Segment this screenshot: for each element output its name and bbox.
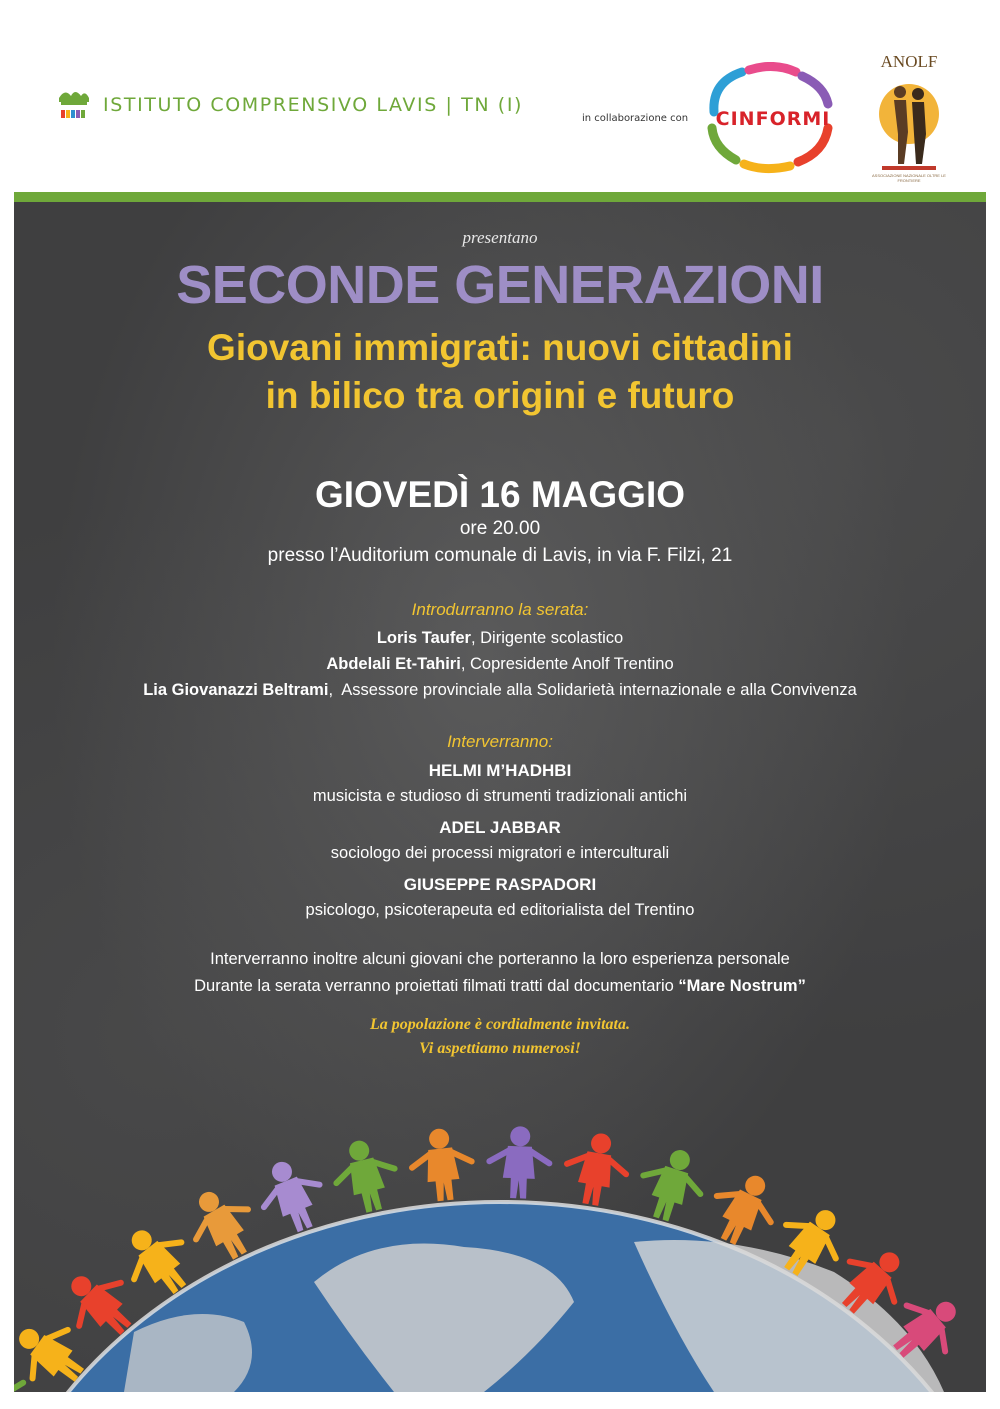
speaker-role: psicologo, psicoterapeuta ed editorialista del Trentino [305,901,695,919]
school-logo-icon [55,84,93,126]
introducer-2 [14,655,986,674]
anolf-logo [868,52,950,182]
extra-info-2-text: Durante la serata verranno proiettati filmati tratti dal documentario [194,977,679,995]
subtitle-line-2: in bilico tra origini e futuro [265,375,735,416]
event-time: ore 20.00 [459,518,541,539]
cinformi-logo [694,62,852,174]
header [0,0,1000,192]
child-figure [632,1141,711,1228]
globe-children-illustration [14,1072,986,1392]
anolf-figures-icon [874,74,944,172]
intro-heading: Introdurranno la serata: [411,600,589,619]
extra-info-1: Interverranno inoltre alcuni giovani che porteranno la loro esperienza personale [210,950,790,968]
school-brand [55,84,523,126]
extra-info-2 [14,977,986,996]
child-figure [561,1128,633,1209]
invitation-line-2: Vi aspettiamo numerosi! [419,1040,581,1057]
anolf-subtitle: ASSOCIAZIONE NAZIONALE OLTRE LE FRONTIERE [872,173,946,183]
speaker-name: HELMI M’HADHBI [428,761,572,780]
cinformi-wordmark: CINFORMI [715,108,831,130]
documentary-title: “Mare Nostrum” [678,977,806,995]
subtitle-line-1: Giovani immigrati: nuovi cittadini [207,327,793,368]
event-date: GIOVEDÌ 16 MAGGIO [314,474,686,515]
collaboration-text: in collaborazione con [582,113,689,124]
invitation-line-1: La popolazione è cordialmente invitata. [370,1016,630,1033]
child-figure [488,1125,550,1199]
introducer-name: Lia Giovanazzi Beltrami [143,681,329,699]
introducer-role: , Dirigente scolastico [470,629,624,647]
child-figure [408,1126,475,1204]
introducer-3 [14,681,986,700]
introducer-role: , Copresidente Anolf Trentino [460,655,674,673]
speakers-heading: Interverranno: [447,732,553,751]
child-figure [328,1134,404,1218]
event-title: SECONDE GENERAZIONI [176,255,824,315]
event-subtitle [14,324,986,420]
speaker-name: ADEL JABBAR [439,818,561,837]
speaker-role: sociologo dei processi migratori e interculturali [330,844,670,862]
introducer-name: Abdelali Et-Tahiri [326,655,461,673]
chalkboard-poster [14,202,986,1392]
introducer-name: Loris Taufer [376,629,471,647]
school-name: ISTITUTO COMPRENSIVO LAVIS | TN (I) [103,94,524,116]
introducer-role: , Assessore provinciale alla Solidarietà internazionale e alla Convivenza [328,681,857,699]
anolf-wordmark: ANOLF [880,52,938,71]
speaker-role: musicista e studioso di strumenti tradizionali antichi [312,787,688,805]
speaker-name: GIUSEPPE RASPADORI [403,875,597,894]
presentano-text: presentano [462,228,538,247]
header-divider [14,192,986,202]
event-venue: presso l’Auditorium comunale di Lavis, in via F. Filzi, 21 [267,545,733,566]
introducer-1 [14,629,986,648]
